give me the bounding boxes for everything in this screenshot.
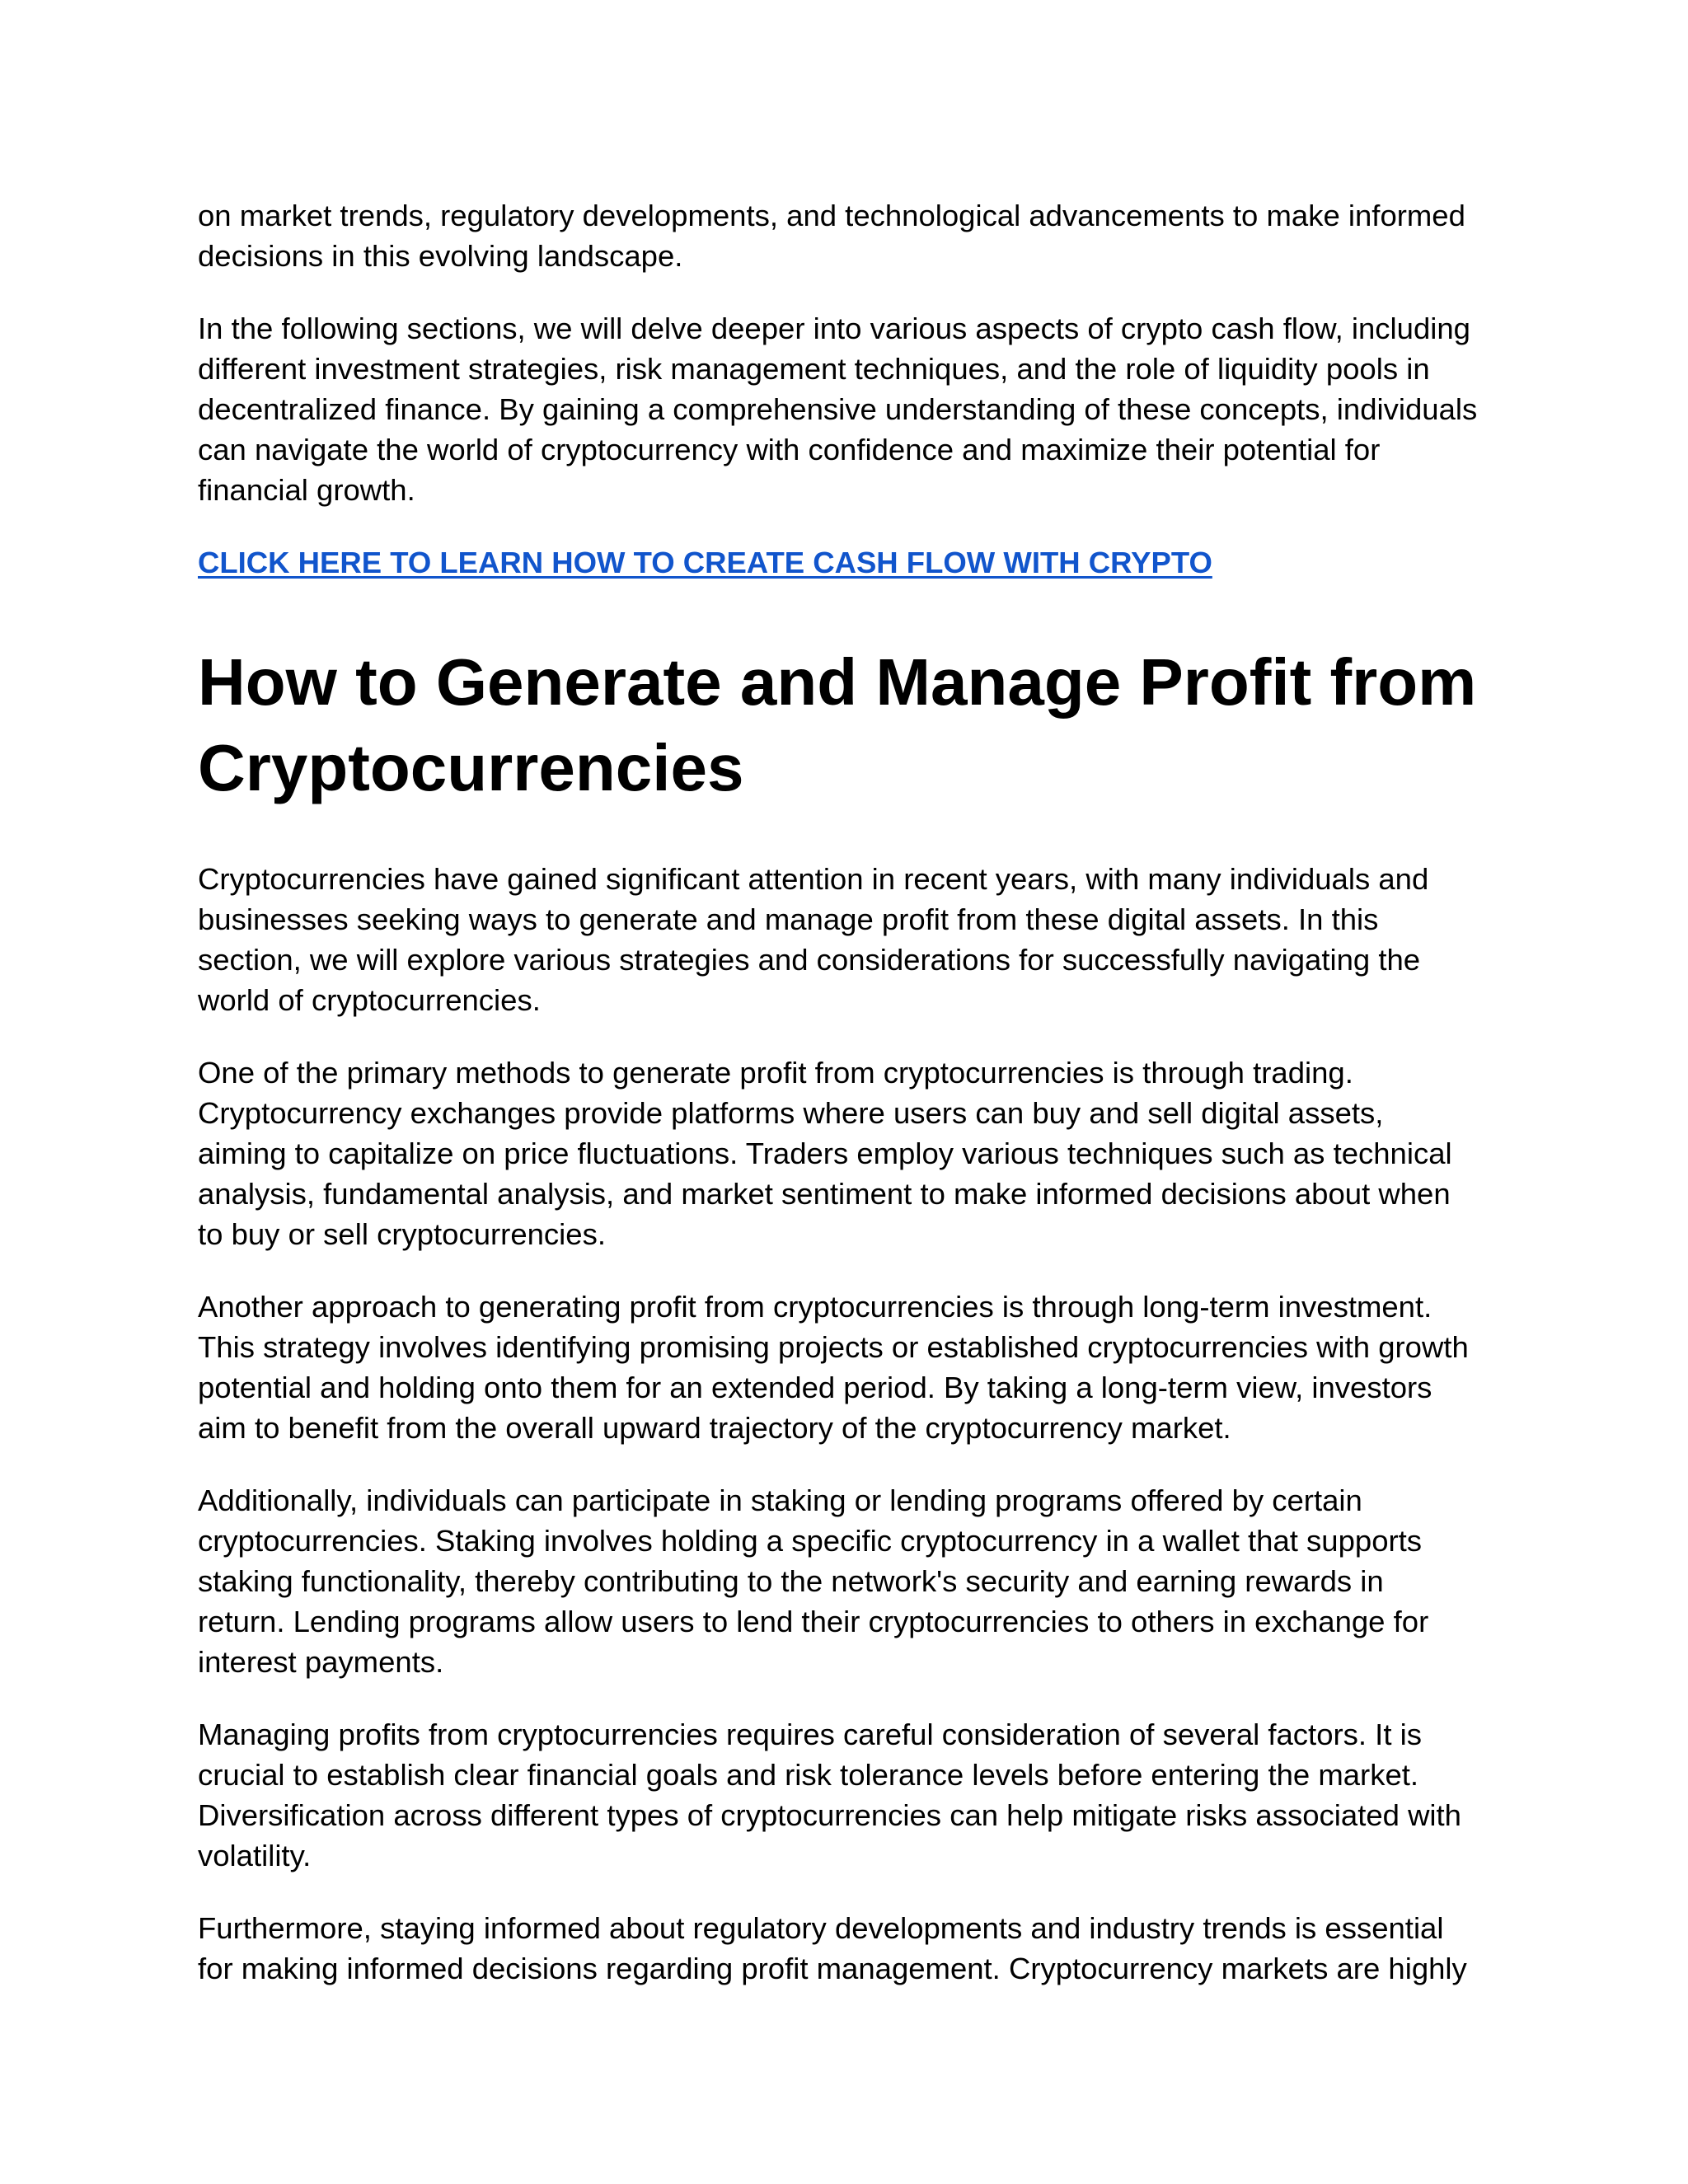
text-line: Cryptocurrency exchanges provide platforms where users can buy and sell digital assets,	[198, 1096, 1384, 1130]
cta-link-container	[198, 542, 1500, 640]
text-line: section, we will explore various strategies and considerations for successfully navigating the	[198, 943, 1421, 977]
body-paragraph-5	[198, 1714, 1500, 1876]
text-line: decentralized finance. By gaining a comprehensive understanding of these concepts, individuals	[198, 392, 1478, 426]
text-line: aiming to capitalize on price fluctuations. Traders employ various techniques such as technical	[198, 1137, 1452, 1170]
body-paragraph-6	[198, 1908, 1500, 1989]
text-line: crucial to establish clear financial goals and risk tolerance levels before entering the market.	[198, 1758, 1419, 1792]
text-line: cryptocurrencies. Staking involves holding a specific cryptocurrency in a wallet that supports	[198, 1524, 1423, 1558]
body-paragraph-3	[198, 1286, 1500, 1448]
text-line: staking functionality, thereby contributing to the network's security and earning rewards in	[198, 1564, 1384, 1598]
text-line: aim to benefit from the overall upward trajectory of the cryptocurrency market.	[198, 1411, 1231, 1445]
text-line: potential and holding onto them for an extended period. By taking a long-term view, investors	[198, 1371, 1432, 1404]
text-line: for making informed decisions regarding profit management. Cryptocurrency markets are highly	[198, 1952, 1467, 1985]
body-paragraph-4	[198, 1480, 1500, 1682]
text-line: analysis, fundamental analysis, and market sentiment to make informed decisions about when	[198, 1177, 1451, 1211]
text-line: Cryptocurrencies have gained significant attention in recent years, with many individuals and	[198, 862, 1429, 896]
text-line: on market trends, regulatory developments, and technological advancements to make informed	[198, 199, 1465, 232]
text-line: Diversification across different types of cryptocurrencies can help mitigate risks associated with	[198, 1798, 1461, 1832]
body-paragraph-1	[198, 859, 1500, 1020]
text-line: different investment strategies, risk management techniques, and the role of liquidity pools in	[198, 352, 1430, 386]
text-line: financial growth.	[198, 473, 415, 507]
text-line: Furthermore, staying informed about regulatory developments and industry trends is essential	[198, 1911, 1444, 1945]
text-line: can navigate the world of cryptocurrency with confidence and maximize their potential for	[198, 433, 1381, 466]
text-line: One of the primary methods to generate profit from cryptocurrencies is through trading.	[198, 1056, 1353, 1090]
document-page	[198, 195, 1500, 2021]
text-line: Managing profits from cryptocurrencies requires careful consideration of several factors. It is	[198, 1718, 1422, 1751]
body-paragraph-2	[198, 1052, 1500, 1254]
intro-paragraph-2	[198, 308, 1500, 510]
section-heading	[198, 640, 1500, 811]
heading-line: How to Generate and Manage Profit from	[198, 645, 1477, 719]
intro-paragraph-1	[198, 195, 1500, 276]
cta-link[interactable]: CLICK HERE TO LEARN HOW TO CREATE CASH FLOW WITH CRYPTO	[198, 546, 1212, 579]
text-line: to buy or sell cryptocurrencies.	[198, 1217, 606, 1251]
text-line: return. Lending programs allow users to lend their cryptocurrencies to others in exchange for	[198, 1605, 1429, 1638]
text-line: Additionally, individuals can participate in staking or lending programs offered by certain	[198, 1483, 1362, 1517]
text-line: Another approach to generating profit from cryptocurrencies is through long-term investment.	[198, 1290, 1432, 1324]
text-line: volatility.	[198, 1839, 312, 1872]
text-line: In the following sections, we will delve deeper into various aspects of crypto cash flow, including	[198, 312, 1470, 345]
text-line: businesses seeking ways to generate and manage profit from these digital assets. In this	[198, 902, 1379, 936]
text-line: interest payments.	[198, 1645, 444, 1679]
heading-line: Cryptocurrencies	[198, 731, 744, 804]
text-line: decisions in this evolving landscape.	[198, 239, 683, 273]
text-line: world of cryptocurrencies.	[198, 983, 541, 1017]
text-line: This strategy involves identifying promising projects or established cryptocurrencies with growth	[198, 1330, 1469, 1364]
